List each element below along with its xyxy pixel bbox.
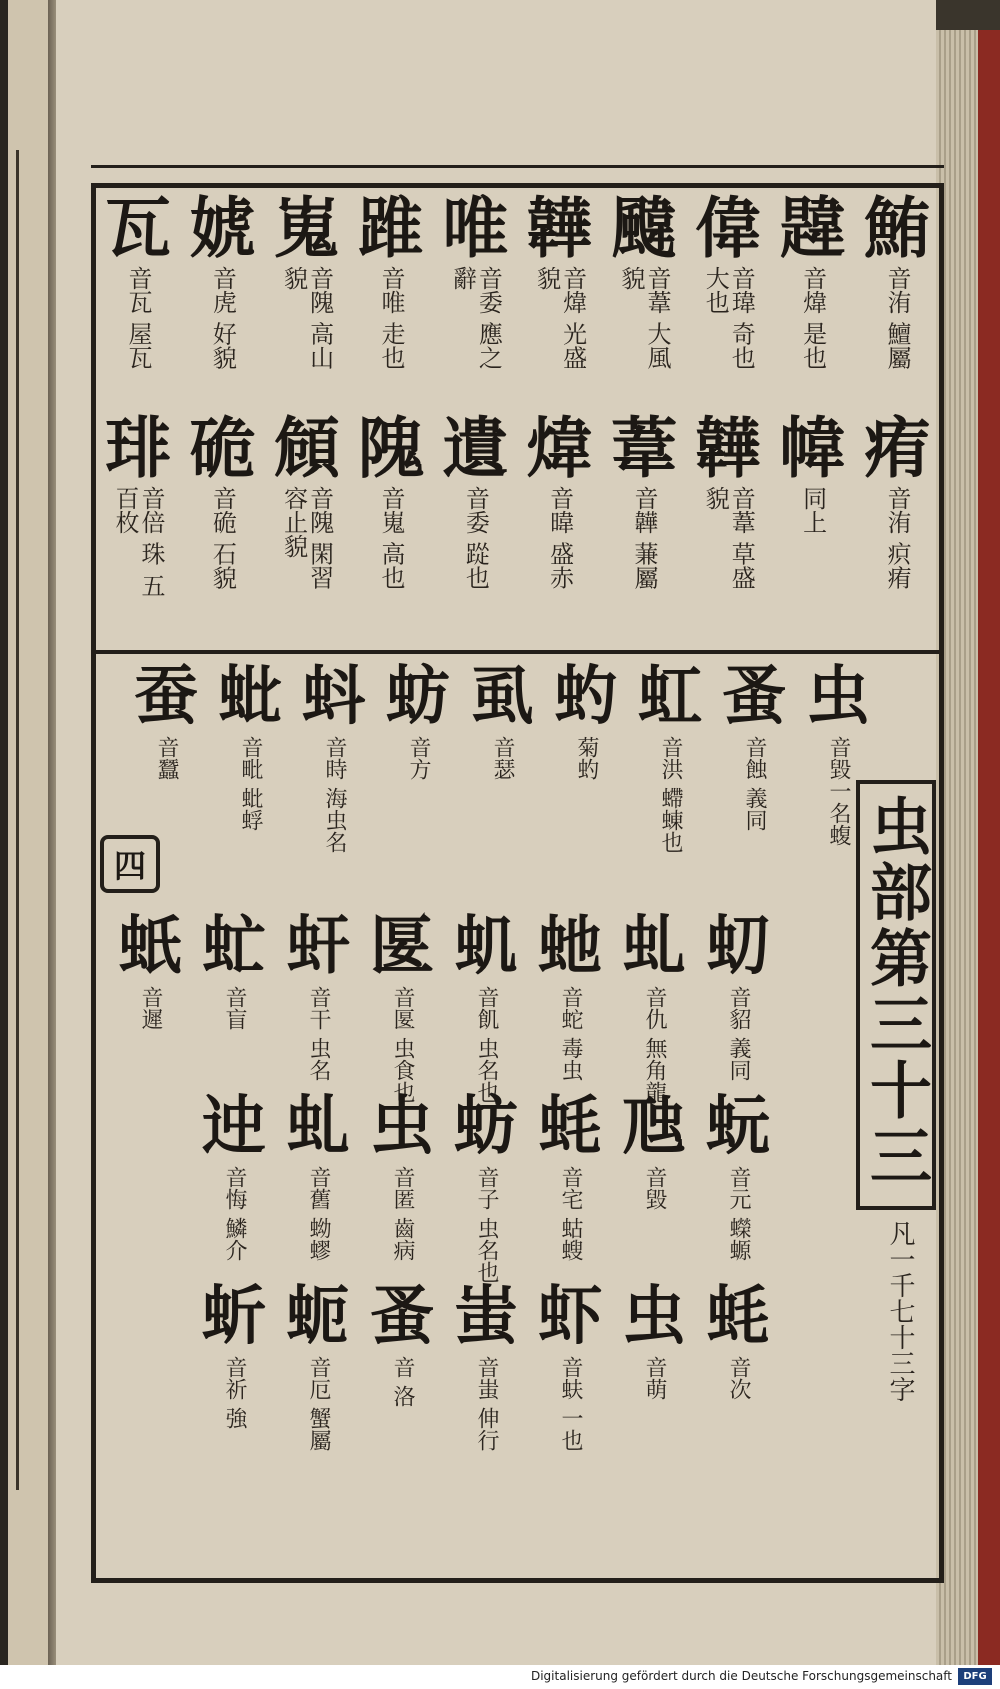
- gloss-text: 音悔 鱗介: [222, 1166, 247, 1261]
- gloss-text: 音虎 好貌: [208, 266, 237, 370]
- headword: 偉: [695, 189, 762, 267]
- entry-column: [184, 189, 260, 386]
- gloss-text: 音暐 盛赤: [545, 486, 574, 590]
- gloss-text: 音瓦 屋瓦: [124, 266, 152, 370]
- character-count: 凡一千七十三字: [885, 1220, 915, 1402]
- dfg-logo: DFG: [958, 1668, 992, 1685]
- gloss-text: 菊虳: [574, 736, 599, 780]
- gloss-text: 音方: [406, 736, 431, 780]
- radical-entry: [700, 1279, 776, 1400]
- headword: 虬: [286, 1089, 350, 1164]
- section-divider: [91, 650, 944, 654]
- headword: 蚍: [218, 659, 282, 734]
- footer-credit: Digitalisierung gefördert durch die Deutsche Forschungsgemeinschaft: [530, 1669, 952, 1683]
- headword: 韡: [526, 189, 593, 267]
- red-cover-edge: [978, 30, 1000, 1665]
- headword: 蚤: [370, 1279, 434, 1354]
- headword: 蚪: [302, 659, 366, 734]
- entry-column: [775, 409, 851, 606]
- headword: 韙: [779, 189, 846, 267]
- gloss-text: 音干 虫名: [306, 986, 331, 1081]
- radical-entry: [112, 909, 188, 1030]
- gloss-text: 音委 應之辭: [448, 266, 503, 370]
- radical-entry: [700, 1089, 776, 1261]
- headword: 虻: [202, 909, 266, 984]
- headword: 蚤: [722, 659, 786, 734]
- radical-entry: [196, 909, 272, 1030]
- radical-entry: [364, 1089, 440, 1261]
- gloss-text: 音嵬 高也: [376, 486, 405, 590]
- gloss-text: 音毀一名蝮: [826, 736, 851, 846]
- gloss-text: 音盲: [222, 986, 247, 1030]
- entry-column: [437, 409, 513, 606]
- gloss-text: 音仇 無角龍: [642, 986, 667, 1103]
- gloss-text: 音蠶: [154, 736, 179, 780]
- gloss-text: 音飢 虫名也: [474, 986, 499, 1103]
- radical-entry: [532, 1089, 608, 1261]
- section-title-box: [856, 780, 936, 1210]
- headword: 遺: [442, 409, 509, 487]
- radical-entry: [280, 1089, 356, 1261]
- headword: 嵬: [273, 189, 340, 267]
- gloss-text: 同上: [798, 486, 827, 534]
- entry-column: [522, 409, 598, 606]
- gloss-text: 音瑋 奇也大也: [701, 266, 756, 370]
- radical-entry: [532, 909, 608, 1081]
- radical-entry: [464, 659, 540, 780]
- entry-column: [690, 409, 766, 606]
- gloss-text: 音洧 鱣屬: [882, 266, 911, 370]
- gloss-text: 音倍 珠 五百枚: [111, 486, 165, 598]
- entry-column: [184, 409, 260, 606]
- gloss-text: 音隗 閑習 容止貌: [279, 486, 334, 590]
- gloss-text: 音匽 虫食也: [390, 986, 415, 1103]
- footer-bar: [0, 1665, 1000, 1689]
- gloss-text: 音厄 蟹屬: [306, 1356, 331, 1451]
- radical-entry: [380, 659, 456, 780]
- gloss-text: 音韡 蒹屬: [629, 486, 658, 590]
- headword: 匽: [370, 909, 434, 984]
- radical-entry: [616, 1089, 692, 1210]
- gloss-text: 音 洛: [390, 1356, 415, 1407]
- entry-column: [269, 409, 345, 606]
- gloss-text: 音瑟: [490, 736, 515, 780]
- radical-entry: [128, 659, 204, 780]
- entry-column: [100, 189, 176, 386]
- headword: 瓦: [105, 189, 171, 267]
- headword: 虹: [638, 659, 702, 734]
- headword: 蚕: [134, 659, 198, 734]
- headword: 虫: [806, 659, 870, 734]
- entry-column: [269, 189, 345, 386]
- radical-entry: [700, 909, 776, 1081]
- entry-column: [690, 189, 766, 386]
- gloss-text: 音毀: [642, 1166, 667, 1210]
- entry-column: [522, 189, 598, 386]
- headword: 頠: [273, 409, 340, 487]
- radical-entry: [364, 909, 440, 1103]
- headword: 蚅: [286, 1279, 350, 1354]
- headword: 虷: [286, 909, 350, 984]
- headword: 虫: [622, 1279, 686, 1354]
- section-title: 虫部第三十三: [859, 794, 933, 1190]
- radical-entry: [196, 1089, 272, 1261]
- gloss-text: 音遲: [138, 986, 163, 1030]
- headword: 煒: [526, 409, 593, 487]
- headword: 虭: [706, 909, 770, 984]
- headword: 虮: [454, 909, 518, 984]
- seal-stamp: 四: [100, 835, 160, 893]
- entry-column: [606, 409, 682, 606]
- gloss-text: 音洪 螮蝀也: [658, 736, 683, 853]
- headword: 鮪: [863, 189, 930, 267]
- gloss-text: 音元 蠑螈: [726, 1166, 751, 1261]
- radical-entry: [448, 1089, 524, 1283]
- headword: 蚄: [454, 1089, 518, 1164]
- entry-column: [859, 409, 935, 606]
- radical-entry: [448, 909, 524, 1103]
- headword: 婋: [189, 189, 256, 267]
- top-border: [91, 165, 944, 184]
- gloss-text: 音葦 大風貌: [616, 266, 671, 370]
- headword: 虫: [370, 1089, 434, 1164]
- entry-column: [437, 189, 513, 386]
- gloss-text: 音蚨 一也: [558, 1356, 583, 1451]
- headword: 琲: [105, 409, 171, 487]
- entry-column: [100, 409, 176, 606]
- headword: 虵: [538, 909, 602, 984]
- headword: 蚩: [454, 1279, 518, 1354]
- headword: 蚝: [706, 1279, 770, 1354]
- left-page-edge: [8, 0, 50, 1689]
- radical-entry: [196, 1279, 272, 1429]
- headword: 虬: [622, 909, 686, 984]
- radical-entry: [548, 659, 624, 780]
- radical-entry: [616, 909, 692, 1103]
- headword: 迚: [202, 1089, 266, 1164]
- radical-entry: [532, 1279, 608, 1451]
- headword: 颹: [610, 189, 677, 267]
- radical-entry: [296, 659, 372, 853]
- headword: 蚄: [386, 659, 450, 734]
- gloss-text: 音匿 齒病: [390, 1166, 415, 1261]
- entry-column: [775, 189, 851, 386]
- gloss-text: 音舊 蚴蟉: [306, 1166, 331, 1261]
- gloss-text: 音煒 是也: [798, 266, 827, 370]
- headword: 韡: [695, 409, 762, 487]
- top-row: [100, 189, 935, 386]
- entry-column: [353, 189, 429, 386]
- radical-entry: [448, 1279, 524, 1451]
- gloss-text: 音洧 疻痏: [882, 486, 911, 590]
- headword: 葦: [610, 409, 677, 487]
- gloss-text: 音祈 強: [222, 1356, 247, 1429]
- gloss-text: 音時 海虫名: [322, 736, 347, 853]
- headword: 蚖: [706, 1089, 770, 1164]
- gloss-text: 音子 虫名也: [474, 1166, 499, 1283]
- gloss-text: 音蝕 義同: [742, 736, 767, 831]
- radical-entry: [280, 1279, 356, 1451]
- radical-section: [100, 659, 870, 1567]
- gloss-text: 音葦 草盛貌: [701, 486, 756, 590]
- gloss-text: 音煒 光盛貌: [532, 266, 587, 370]
- headword: 硊: [189, 409, 256, 487]
- entry-column: [859, 189, 935, 386]
- middle-row: [100, 409, 935, 606]
- radical-entry: [280, 909, 356, 1081]
- gloss-text: 音隗 高山貌: [279, 266, 334, 370]
- headword: 蚚: [202, 1279, 266, 1354]
- headword: 痏: [863, 409, 930, 487]
- gloss-text: 音蛇 毒虫: [558, 986, 583, 1081]
- radical-entry: [364, 1279, 440, 1407]
- left-page-rule: [16, 150, 19, 1490]
- gloss-text: 音硊 石貌: [208, 486, 237, 590]
- radical-entry: [632, 659, 708, 853]
- gloss-text: 音宅 蛄螋: [558, 1166, 583, 1261]
- headword: 幃: [779, 409, 846, 487]
- gloss-text: 音萌: [642, 1356, 667, 1400]
- gloss-text: 音貂 義同: [726, 986, 751, 1081]
- gloss-text: 音唯 走也: [376, 266, 405, 370]
- gloss-text: 音毗 蚍蜉: [238, 736, 263, 831]
- radical-entry: [616, 1279, 692, 1400]
- entry-column: [353, 409, 429, 606]
- headword: 踓: [357, 189, 424, 267]
- radical-entry: [212, 659, 288, 831]
- entry-column: [606, 189, 682, 386]
- gloss-text: 音委 踨也: [461, 486, 490, 590]
- headword: 虺: [622, 1089, 686, 1164]
- gloss-text: 音次: [726, 1356, 751, 1400]
- headword: 虳: [554, 659, 618, 734]
- radical-entry: [716, 659, 792, 831]
- headword: 蚝: [538, 1089, 602, 1164]
- headword: 虾: [538, 1279, 602, 1354]
- gloss-text: 音蚩 伸行: [474, 1356, 499, 1451]
- headword: 隗: [357, 409, 424, 487]
- headword: 唯: [442, 189, 509, 267]
- headword: 虱: [470, 659, 534, 734]
- headword: 蚔: [118, 909, 182, 984]
